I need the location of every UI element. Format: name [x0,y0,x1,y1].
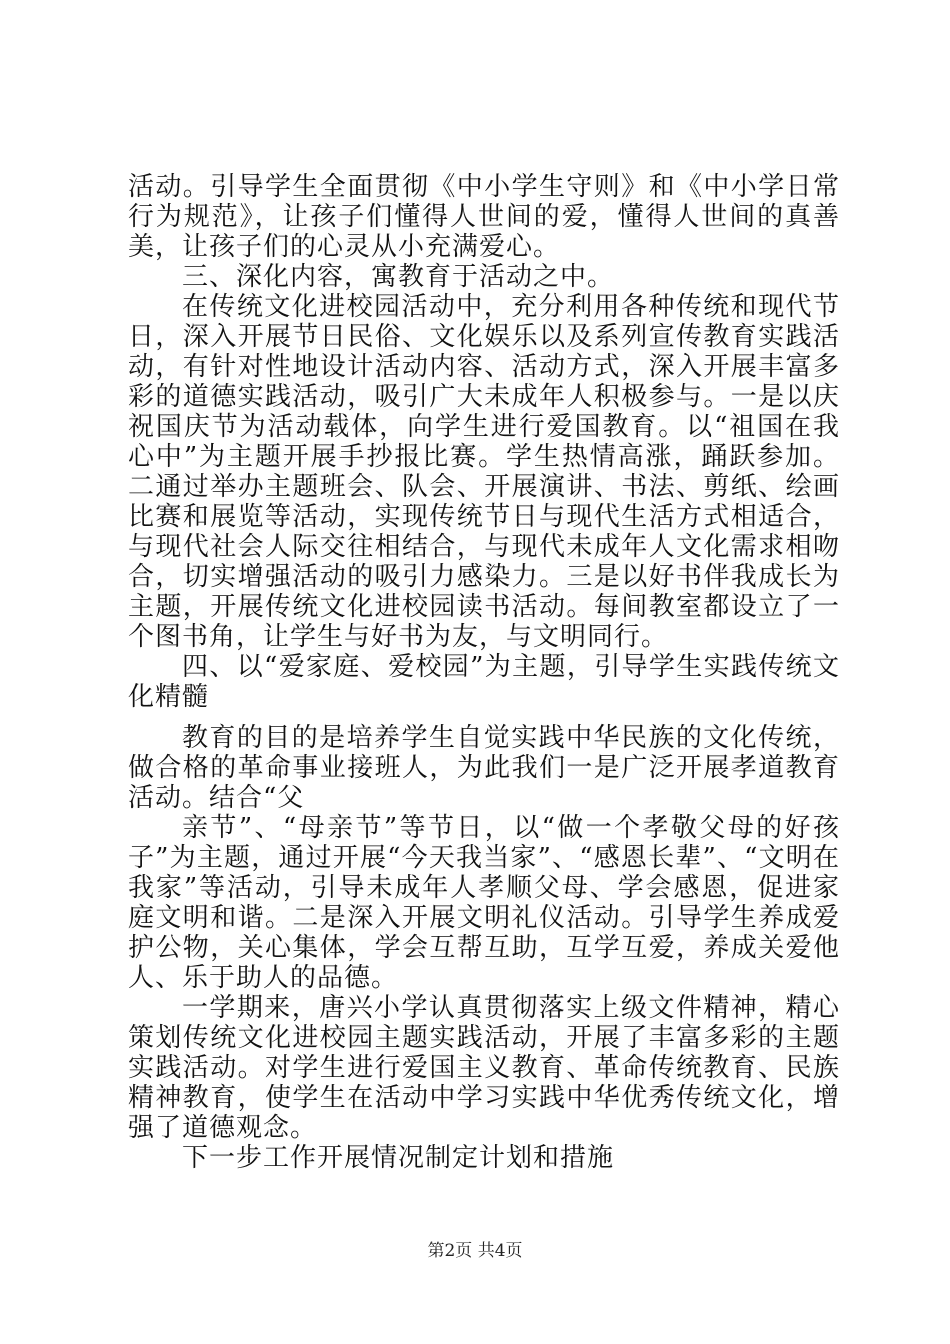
paragraph-family-activities: 亲节”、“母亲节”等节日，以“做一个孝敬父母的好孩子”为主题，通过开展“今天我当家”、“感恩长辈”、“文明在我家”等活动，引导未成年人孝顺父母、学会感恩，促进家庭文明和谐。二是深入开展文明礼仪活动。引导学生养成爱护公物，关心集体，学会互帮互助，互学互爱，养成关爱他人、乐于助人的品德。 [128,813,840,993]
paragraph-next-steps: 下一步工作开展情况制定计划和措施 [182,1143,615,1173]
paragraph-semester-summary: 一学期来，唐兴小学认真贯彻落实上级文件精神，精心策划传统文化进校园主题实践活动，开展了丰富多彩的主题实践活动。对学生进行爱国主义教育、革命传统教育、民族精神教育，使学生在活动中学习实践中华优秀传统文化，增强了道德观念。 [128,993,840,1143]
paragraph-festival-activities: 在传统文化进校园活动中，充分利用各种传统和现代节日，深入开展节日民俗、文化娱乐以及系列宣传教育实践活动，有针对性地设计活动内容、活动方式，深入开展丰富多彩的道德实践活动，吸引广大未成年人积极参与。一是以庆祝国庆节为活动载体，向学生进行爱国教育。以“祖国在我心中”为主题开展手抄报比赛。学生热情高涨，踊跃参加。二通过举办主题班会、队会、开展演讲、书法、剪纸、绘画比赛和展览等活动，实现传统节日与现代生活方式相适合，与现代社会人际交往相结合，与现代未成年人文化需求相吻合，切实增强活动的吸引力感染力。三是以好书伴我成长为主题，开展传统文化进校园读书活动。每间教室都设立了一个图书角，让学生与好书为友，与文明同行。 [128,292,840,652]
document-body [128,172,840,1173]
section-heading-three: 三、深化内容，寓教育于活动之中。 [182,262,615,292]
paragraph-filial-education: 教育的目的是培养学生自觉实践中华民族的文化传统，做合格的革命事业接班人，为此我们一是广泛开展孝道教育活动。结合“父 [128,723,840,813]
paragraph-continuation: 活动。引导学生全面贯彻《中小学生守则》和《中小学日常行为规范》，让孩子们懂得人世间的爱，懂得人世间的真善美，让孩子们的心灵从小充满爱心。 [128,172,840,262]
page-number-footer: 第2页 共4页 [427,1241,523,1261]
section-heading-four: 四、以“爱家庭、爱校园”为主题，引导学生实践传统文化精髓 [128,652,840,712]
